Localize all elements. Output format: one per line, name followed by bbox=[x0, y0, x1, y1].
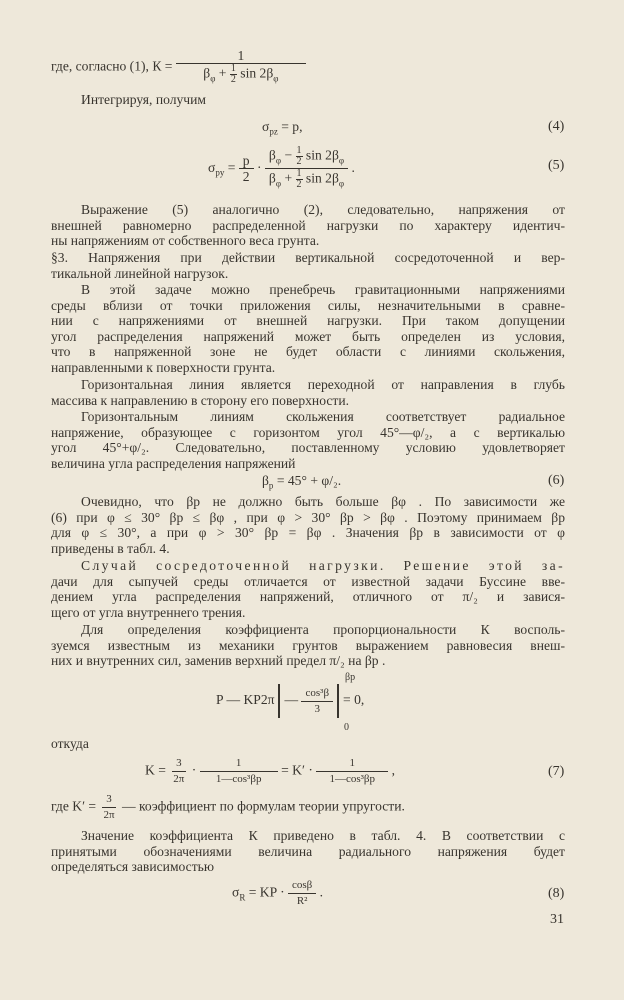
text-line: массива к направлению в сторону его поверхности. bbox=[51, 392, 349, 408]
k-prime-definition: где K′ = $\frac{3}{2\pi}$ — коэффициент по формулам теории упругости. bbox=[51, 793, 405, 821]
k-definition bbox=[51, 48, 306, 86]
text-line: них и внутренних сил, заменив верхний предел π/₂ на βp . bbox=[51, 653, 386, 669]
inline-heading: Случай сосредоточенной нагрузки. Решение этой за- bbox=[81, 558, 565, 573]
paragraph-obviously bbox=[51, 494, 565, 556]
k-numerator: 1 bbox=[176, 48, 306, 64]
paragraph-horizontal-slip bbox=[51, 409, 565, 471]
paragraph-table-4 bbox=[51, 828, 565, 875]
text-line: угол распределения напряжений может быть определен из условия, bbox=[51, 328, 565, 344]
equation-6: $\beta_p = 45^\circ + \varphi/_2$. bbox=[262, 473, 342, 491]
text-line: тикальной линейной нагрузок. bbox=[51, 265, 229, 281]
paragraph-expression-5 bbox=[51, 202, 565, 249]
text-line: щего от угла внутреннего трения. bbox=[51, 604, 246, 620]
text-line: определяться зависимостью bbox=[51, 859, 215, 875]
integrating-text: Интегрируя, получим bbox=[81, 92, 207, 107]
text-line: дением угла распределения напряжений, отличного от π/₂ и завися- bbox=[51, 589, 565, 605]
text-line: внешней равномерно распределенной нагрузки по характеру идентич- bbox=[51, 217, 565, 233]
paragraph-horizontal-line bbox=[51, 377, 565, 408]
section-3-heading bbox=[51, 250, 565, 281]
text-line: Для определения коэффициента пропорциональности К восполь- bbox=[81, 622, 565, 637]
text-line: приведены в табл. 4. bbox=[51, 540, 170, 556]
text-line: (6) при φ ≤ 30° βp ≤ βφ , при φ > 30° βp > βφ . Поэтому принимаем βp bbox=[51, 509, 565, 525]
text-line: направленными к поверхности грунта. bbox=[51, 359, 276, 375]
text-line: напряжение, образующее с горизонтом угол 45°—φ/₂, а с вертикалью bbox=[51, 424, 565, 440]
text-line: §3. Напряжения при действии вертикальной сосредоточенной и вер- bbox=[51, 250, 565, 265]
paragraph-point-load bbox=[51, 558, 565, 620]
equation-7: K = $\frac{3}{2\pi}$ · $\frac{1}{\text{1—cos³βp}}$ = K′ · $\frac{1}{\text{1—cos³βp}}$ , bbox=[145, 757, 396, 785]
text-line: ны напряжениям от собственного веса грунта. bbox=[51, 233, 320, 249]
text-line: нии с напряжениями от внешней нагрузки. При таком допущении bbox=[51, 313, 565, 329]
paragraph-gravity bbox=[51, 282, 565, 376]
text-line: дачи для сыпучей среды отличается от известной задачи Буссине вве- bbox=[51, 573, 565, 589]
text-line: угол 45°+φ/₂. Следовательно, поставленному условию удовлетворяет bbox=[51, 440, 565, 456]
equation-4: $\sigma_{pz} = p$, bbox=[262, 119, 303, 137]
paragraph-coefficient bbox=[51, 622, 565, 669]
text-line: что в напряженной зоне не будет области с линиями скольжения, bbox=[51, 344, 565, 360]
upper-limit: βp bbox=[345, 672, 356, 683]
text-line: Выражение (5) аналогично (2), следовательно, напряжения от bbox=[81, 202, 565, 217]
equation-6-number: (6) bbox=[548, 473, 565, 488]
equation-8-number: (8) bbox=[548, 886, 565, 901]
equation-4-number: (4) bbox=[548, 119, 565, 134]
lower-limit: 0 bbox=[344, 722, 349, 733]
text-line: Очевидно, что βp не должно быть больше βφ . По зависимости же bbox=[81, 494, 565, 509]
k-denominator: $\beta_\varphi$ + $\frac{1}{2}$ $\sin 2\beta_\varphi$ bbox=[203, 63, 279, 85]
page-number: 31 bbox=[550, 912, 564, 927]
text-line: Значение коэффициента К приведено в табл. 4. В соответствии с bbox=[81, 828, 565, 843]
equation-5: $\sigma_{py}$ = $\frac{p}{2}$ · $\beta_\varphi$ − $\frac{1}{2}$ $\sin 2\beta_\varphi$ $\beta_\varphi$ + $\frac{1}{2}$ $\sin 2\beta_\varphi$ . bbox=[208, 145, 355, 191]
equilibrium-equation: P — KP2π — $\frac{\text{cos³β}}{3}$ = 0, bbox=[216, 684, 364, 718]
text-line: среды вблизи от точки приложения силы, незначительными в сравне- bbox=[51, 297, 565, 313]
equation-8: $\sigma_R$ = KP · $\frac{\cos\beta}{\text{R²}}$ . bbox=[232, 879, 324, 907]
text-line bbox=[51, 558, 565, 574]
k-fraction bbox=[176, 48, 306, 86]
text-line: принятыми обозначениями величина радиального напряжения будет bbox=[51, 843, 565, 859]
text-line: Горизонтальным линиям скольжения соответствует радиальное bbox=[81, 409, 565, 424]
whence-text: откуда bbox=[51, 736, 89, 751]
text-line: величина угла распределения напряжений bbox=[51, 455, 296, 471]
equation-7-number: (7) bbox=[548, 764, 565, 779]
equation-5-number: (5) bbox=[548, 158, 565, 173]
text-line: зуемся известным из механики грунтов выражением равновесия внеш- bbox=[51, 637, 565, 653]
text-line: Горизонтальная линия является переходной от направления в глубь bbox=[81, 377, 565, 392]
text-line: для φ ≤ 30°, а при φ > 30° βp = βφ . Значения βp в зависимости от φ bbox=[51, 525, 565, 541]
k-definition-prefix: где, согласно (1), К = bbox=[51, 58, 173, 74]
text-line: В этой задаче можно пренебречь гравитационными напряжениями bbox=[81, 282, 565, 297]
